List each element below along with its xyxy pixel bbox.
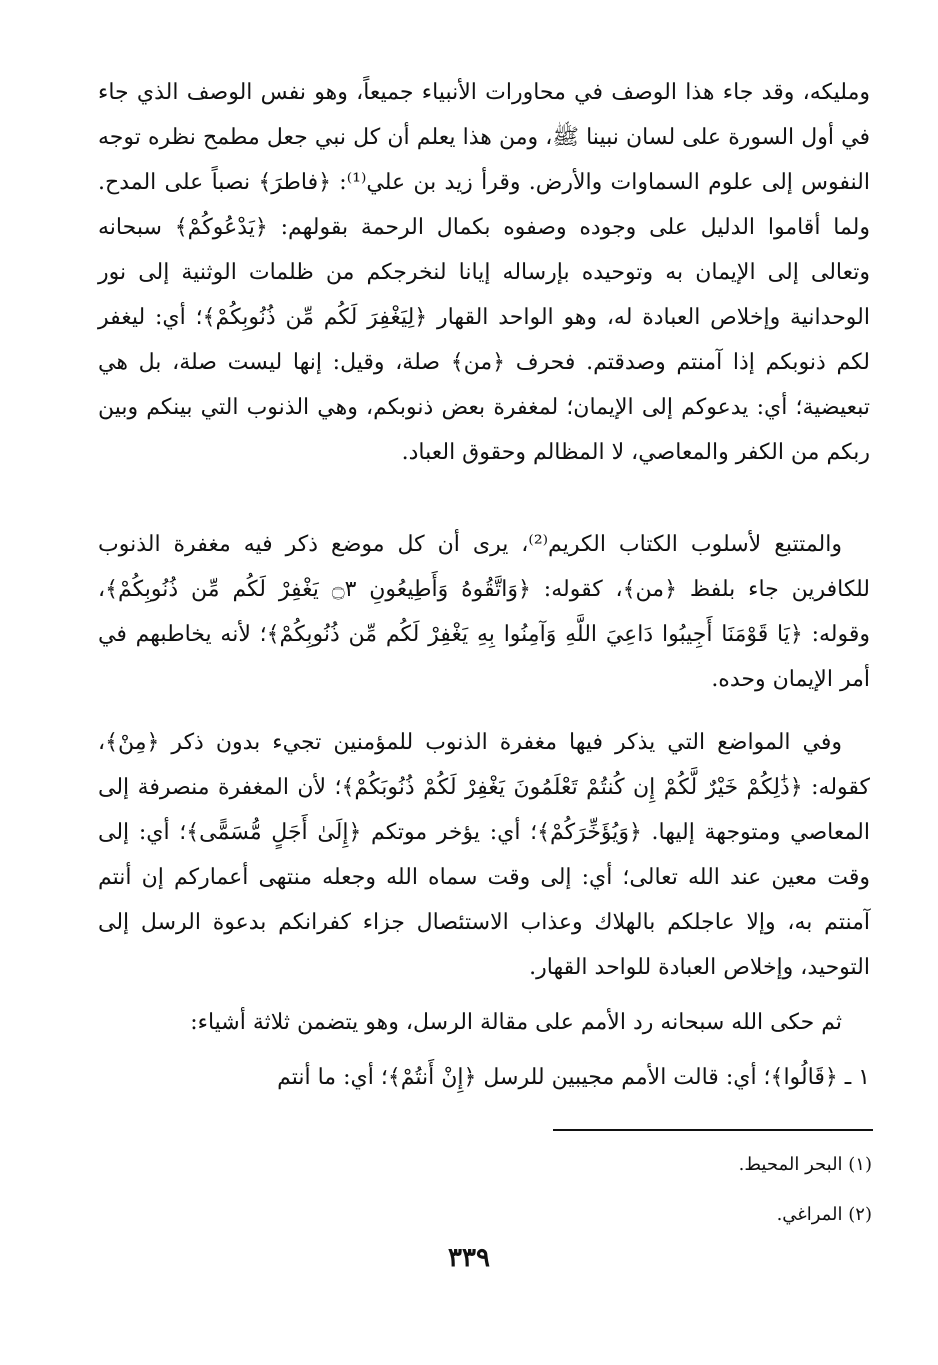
paragraph-1: ومليكه، وقد جاء هذا الوصف في محاورات الأنبياء جميعاً، وهو نفس الوصف الذي جاء في أول السورة على لسان نبينا ﷺ، ومن هذا يعلم أن كل نبي جعل مطمح نظره توجه النفوس إلى علوم السماوات والأرض. وقرأ زيد بن علي⁽¹⁾: ﴿فاطرَ﴾ نصباً على المدح. ولما أقاموا الدليل على وجوده وصفوه بكمال الرحمة بقولهم: ﴿يَدْعُوكُمْ﴾ سبحانه وتعالى إلى الإيمان به وتوحيده بإرساله إيانا لنخرجكم من ظلمات الوثنية إلى نور الوحدانية وإخلاص العبادة له، وهو الواحد القهار ﴿لِيَغْفِرَ لَكُم مِّن ذُنُوبِكُمْ﴾؛ أي: ليغفر لكم ذنوبكم إذا آمنتم وصدقتم. فحرف ﴿من﴾ صلة، وقيل: إنها ليست صلة، بل هي تبعيضية؛ أي: يدعوكم إلى الإيمان؛ لمغفرة بعض ذنوبكم، وهي الذنوب التي بينكم وبين ربكم من الكفر والمعاصي، لا المظالم وحقوق العباد.	[98, 80, 870, 465]
main-text-5	[98, 1055, 870, 1100]
paragraph-2: والمتتبع لأسلوب الكتاب الكريم⁽²⁾، يرى أن كل موضع ذكر فيه مغفرة الذنوب للكافرين جاء بلفظ ﴿من﴾، كقوله: ﴿وَاتَّقُوهُ وَأَطِيعُونِ ۝٣ يَغْفِرْ لَكُم مِّن ذُنُوبِكُمْ﴾، وقوله: ﴿يَا قَوْمَنَا أَجِيبُوا دَاعِيَ اللَّهِ وَآمِنُوا بِهِ يَغْفِرْ لَكُم مِّن ذُنُوبِكُمْ﴾؛ لأنه يخاطبهم في أمر الإيمان وحده.	[98, 532, 870, 692]
footnote-1: (١) البحر المحيط.	[738, 1154, 872, 1175]
main-text-3	[98, 720, 870, 990]
paragraph-5: ١ ـ ﴿قَالُوا﴾؛ أي: قالت الأمم مجيبين للرسل ﴿إِنْ أَنتُمْ﴾؛ أي: ما أنتم	[277, 1065, 870, 1090]
main-text-4	[98, 1000, 870, 1045]
main-text	[98, 70, 870, 475]
footnote-2: (٢) المراغي.	[776, 1204, 872, 1225]
page-number: ٣٣٩	[448, 1243, 490, 1273]
paragraph-4: ثم حكى الله سبحانه رد الأمم على مقالة الرسل، وهو يتضمن ثلاثة أشياء:	[190, 1010, 842, 1035]
main-text-2	[98, 522, 870, 702]
footnotes	[472, 1140, 872, 1240]
footnote-divider	[553, 1129, 873, 1131]
paragraph-3: وفي المواضع التي يذكر فيها مغفرة الذنوب للمؤمنين تجيء بدون ذكر ﴿مِنْ﴾، كقوله: ﴿ذَٰلِكُمْ خَيْرٌ لَّكُمْ إِن كُنتُمْ تَعْلَمُونَ يَغْفِرْ لَكُمْ ذُنُوبَكُمْ﴾؛ لأن المغفرة منصرفة إلى المعاصي ومتوجهة إليها. ﴿وَيُؤَخِّرَكُمْ﴾؛ أي: يؤخر موتكم ﴿إِلَىٰ أَجَلٍ مُّسَمًّى﴾؛ أي: إلى وقت معين عند الله تعالى؛ أي: إلى وقت سماه الله وجعله منتهى أعماركم إن أنتم آمنتم به، وإلا عاجلكم بالهلاك وعذاب الاستئصال جزاء كفرانكم بدعوة الرسل إلى التوحيد، وإخلاص العبادة للواحد القهار.	[98, 730, 870, 980]
